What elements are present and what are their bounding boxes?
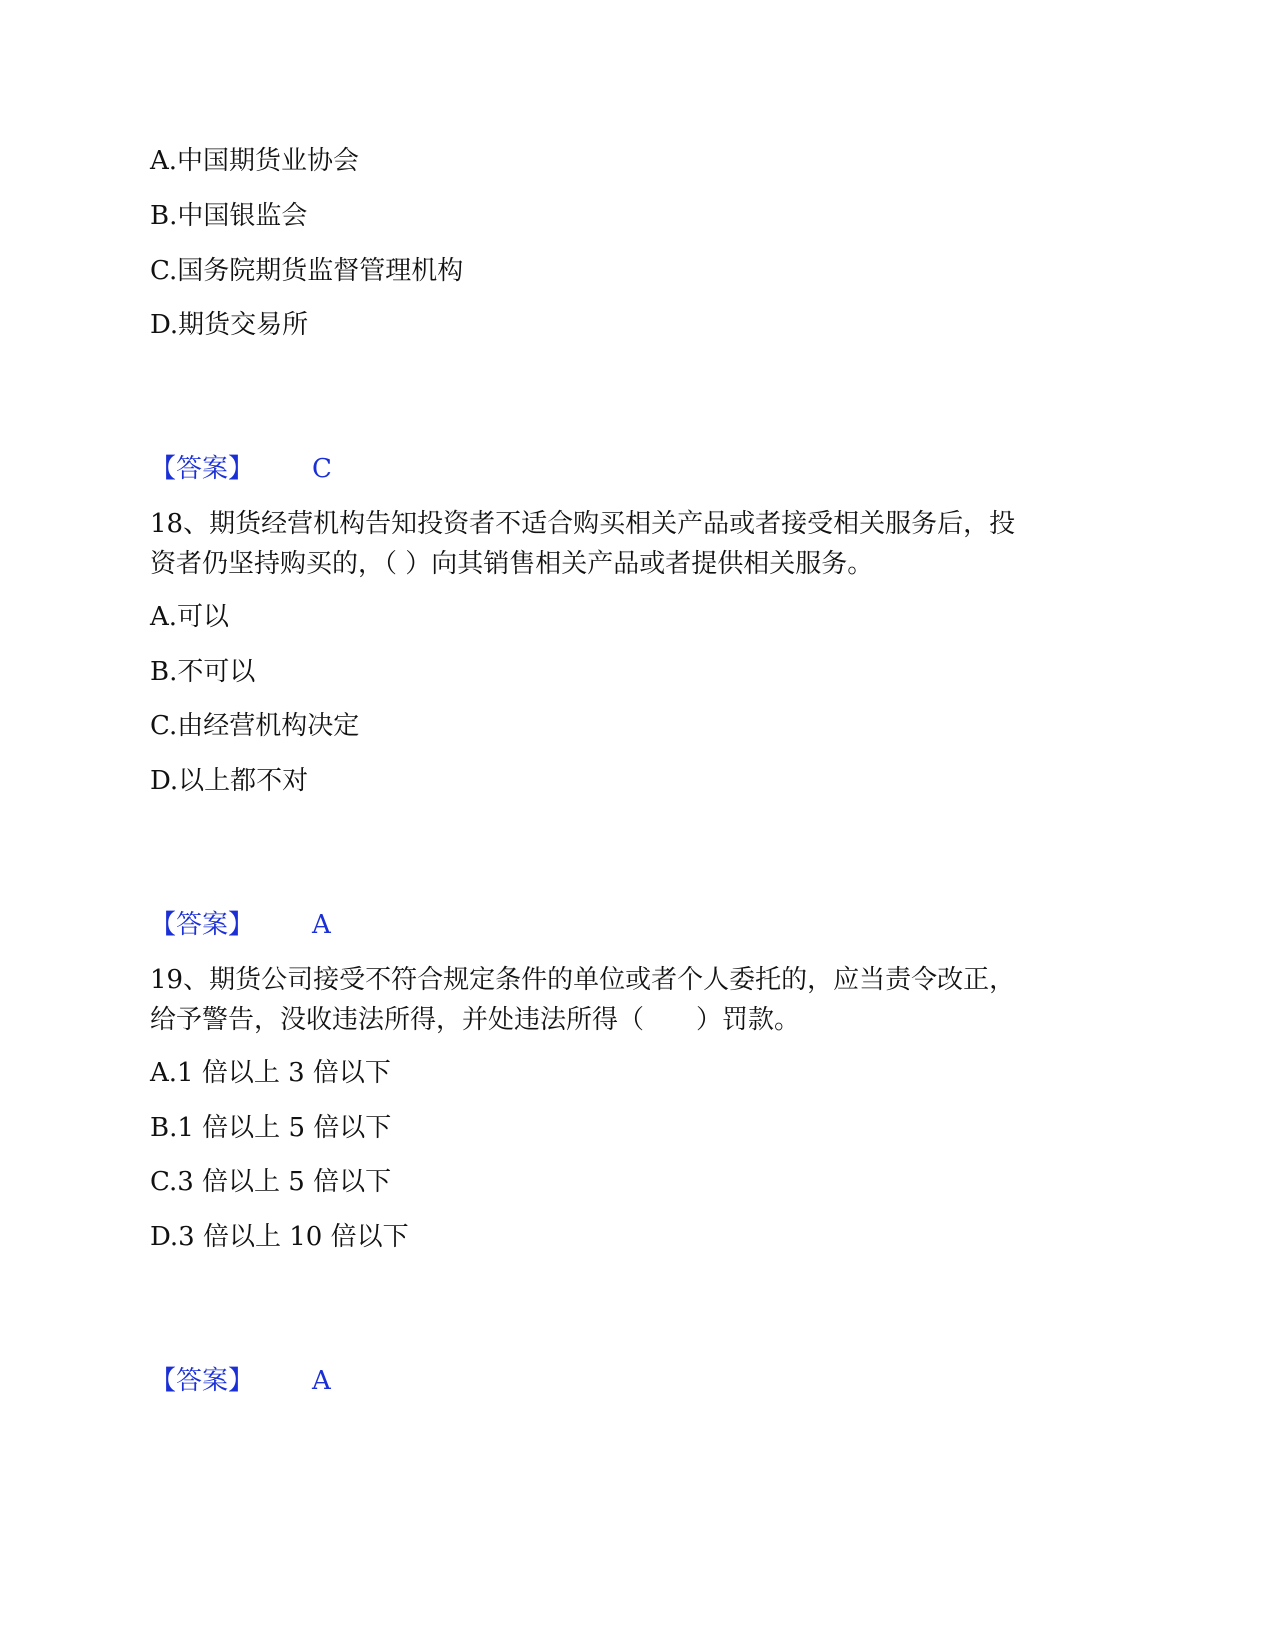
option-d: D.以上都不对 — [150, 766, 309, 796]
question-18-text-line1: 18、期货经营机构告知投资者不适合购买相关产品或者接受相关服务后，投 — [150, 509, 1016, 539]
answer-value: C — [312, 454, 332, 484]
answer-value: A — [312, 910, 331, 940]
answer-label: 【答案】 — [150, 910, 255, 940]
question-19-text-line2: 给予警告，没收违法所得，并处违法所得（ ）罚款。 — [150, 1005, 801, 1035]
option-c: C.由经营机构决定 — [150, 711, 360, 741]
option-a: A.可以 — [150, 602, 230, 632]
option-c: C.3 倍以上 5 倍以下 — [150, 1167, 392, 1197]
answer-row — [150, 909, 331, 941]
option-c: C.国务院期货监督管理机构 — [150, 256, 464, 286]
answer-label: 【答案】 — [150, 1366, 255, 1396]
answer-value: A — [312, 1366, 331, 1396]
answer-row — [150, 453, 332, 485]
option-d: D.期货交易所 — [150, 310, 309, 340]
option-a: A.1 倍以上 3 倍以下 — [150, 1058, 391, 1088]
answer-row — [150, 1365, 331, 1397]
option-a: A.中国期货业协会 — [150, 146, 360, 176]
question-19-text-line1: 19、期货公司接受不符合规定条件的单位或者个人委托的，应当责令改正， — [150, 965, 1016, 995]
question-18-text-line2: 资者仍坚持购买的，（ ）向其销售相关产品或者提供相关服务。 — [150, 549, 874, 579]
option-b: B.中国银监会 — [150, 201, 308, 231]
option-b: B.1 倍以上 5 倍以下 — [150, 1113, 392, 1143]
option-d: D.3 倍以上 10 倍以下 — [150, 1222, 409, 1252]
answer-label: 【答案】 — [150, 454, 255, 484]
option-b: B.不可以 — [150, 657, 256, 687]
